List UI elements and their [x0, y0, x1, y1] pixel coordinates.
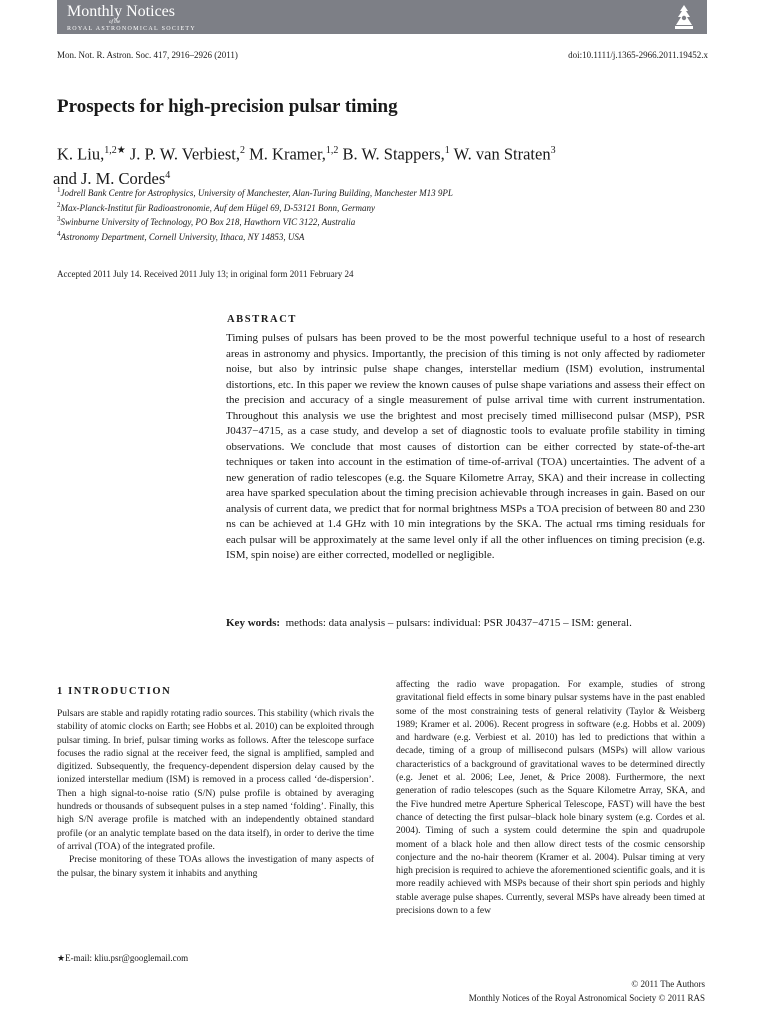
affiliation-number: 4 — [57, 229, 61, 238]
affiliation-number: 1 — [57, 186, 61, 194]
paragraph: Pulsars are stable and rapidly rotating radio sources. This stability (which rivals the stability of atomic clocks on Earth; see Hobbs et al. 2010) can be exploited through pulsar timing. In brief, pulsar timing works as follows. After the telescope surface focuses the radio signal at the receiver feed, the signal is amplified, sampled and digitized. Subsequently, the frequency-dependent dispersion delay caused by the ionized interstellar medium (ISM) is removed in a process called ‘de-dispersion’. Then a high signal-to-noise ratio (S/N) pulse profile is obtained by averaging hundreds or thousands of subsequent pulses in a step named ‘folding’. Finally, this high S/N average profile is matched with an independently obtained standard profile (or an analytic template based on the data itself), in order to derive the time of arrival (TOA) of the integrated profile. — [57, 709, 374, 852]
ras-crest-icon — [671, 3, 697, 31]
body-column-left — [57, 708, 374, 881]
author-name: B. W. Stappers, — [338, 144, 445, 164]
affiliation-item — [57, 185, 453, 200]
keywords — [226, 616, 705, 631]
author-affiliation-marker: 2 — [240, 145, 245, 156]
affiliation-list — [57, 185, 453, 243]
affiliation-item — [57, 200, 453, 215]
author-name: W. van Straten — [449, 144, 551, 164]
abstract-text: Timing pulses of pulsars has been proved to be the most powerful technique useful to a host of research areas in astronomy and physics. Importantly, the precision of this timing is not only affected by radiometer noise, but also by intrinsic pulse shape changes, interstellar medium (ISM) evolution, instrumental distortions, etc. In this paper we review the known causes of pulse shape variations and assess their effect on the precision and accuracy of a single measurement of pulse arrival time with current instrumentation. Throughout this analysis we use the brightest and most precisely timed millisecond pulsar (MSP), PSR J0437−4715, as a case study, and develop a set of diagnostic tools to evaluate profile stability in timing observations. We conclude that most causes of distortion can be either corrected by state-of-the-art techniques or taken into account in the estimation of time-of-arrival (TOA) uncertainties. The advent of a new generation of radio telescopes (e.g. the Square Kilometre Array, SKA) and their increase in collecting area have sparked speculation about the timing precision achievable through increases in gain. Based on our analysis of current data, we predict that for normal brightness MSPs a TOA precision of between 80 and 230 ns can be achieved at 1.4 GHz with 10 min integrations by the SKA. The actual rms timing residuals for each pulsar will be approximately at the same level only if all the other influences on timing precision (e.g. ISM, spin noise) are either corrected, modelled or negligible. — [226, 332, 705, 561]
keywords-label: Key words: — [226, 617, 281, 629]
email-footnote: ★E-mail: kliu.psr@googlemail.com — [57, 953, 189, 963]
author-name: K. Liu, — [57, 144, 105, 164]
affiliation-item — [57, 229, 453, 244]
author-affiliation-marker: 3 — [550, 145, 556, 156]
paper-title: Prospects for high-precision pulsar timing — [57, 96, 398, 117]
copyright-authors: © 2011 The Authors — [631, 979, 705, 989]
section-heading: 1 INTRODUCTION — [57, 686, 172, 697]
author-list — [53, 140, 677, 189]
journal-society: ROYAL ASTRONOMICAL SOCIETY — [67, 26, 197, 32]
keywords-text: methods: data analysis – pulsars: individual: PSR J0437−4715 – ISM: general. — [285, 617, 632, 629]
citation-line: Mon. Not. R. Astron. Soc. 417, 2916–2926 (2011) — [57, 50, 238, 60]
journal-name-of: of the — [109, 20, 121, 25]
author-affiliation-marker: 4 — [165, 169, 171, 181]
abstract-heading: ABSTRACT — [227, 314, 297, 325]
author-name: J. P. W. Verbiest, — [125, 144, 240, 164]
affiliation-number: 3 — [57, 215, 61, 223]
paragraph: affecting the radio wave propagation. For example, studies of strong gravitational field effects in some binary pulsar systems have in the past enabled some of the most constraining tests of general relativity (Taylor & Weisberg 1989; Kramer et al. 2006). Recent progress in software (e.g. Hobbs et al. 2009) and hardware (e.g. Verbiest et al. 2010) has led to predictions that within a decade, timing of a group of millisecond pulsars (MSPs) will allow various characteristics of a background of gravitational waves to be determined directly (e.g. Jenet et al. 2006; Lee, Jenet, & Price 2008). Furthermore, the next generation of radio telescopes (such as the Square Kilometre Array, SKA, and the Five hundred metre Aperture Spherical Telescope, FAST) will have the best chance of detecting the first pulsar–black hole binary system (e.g. Cordes et al. 2004). Timing of such a system could determine the spin and quadrupole moment of a black hole and then allow direct tests of the cosmic censorship conjecture and the no-hair theorem (Kramer et al. 2004). Pulsar timing at very high precision is required to achieve the aforementioned scientific goals, and it is more readily achieved with MSPs because of their short spin periods and highly stable average pulse shapes. Currently, several MSPs have already been timed at precisions down to a few — [396, 680, 705, 917]
affiliation-text: Swinburne University of Technology, PO Box 218, Hawthorn VIC 3122, Australia — [60, 217, 356, 227]
author-affiliation-marker: 1,2 — [325, 145, 339, 156]
affiliation-text: Astronomy Department, Cornell University, Ithaca, NY 14853, USA — [60, 231, 305, 242]
author-name: M. Kramer, — [245, 144, 326, 164]
journal-name: Monthly Notices — [67, 3, 175, 20]
affiliation-text: Max-Planck-Institut für Radioastronomie, Auf dem Hügel 69, D-53121 Bonn, Germany — [60, 202, 375, 213]
copyright-journal: Monthly Notices of the Royal Astronomical Society © 2011 RAS — [468, 993, 705, 1003]
author-affiliation-marker: 1,2★ — [104, 145, 126, 156]
accepted-dates: Accepted 2011 July 14. Received 2011 July 13; in original form 2011 February 24 — [57, 269, 354, 279]
affiliation-item — [57, 214, 453, 229]
doi-line: doi:10.1111/j.1365-2966.2011.19452.x — [568, 50, 708, 60]
affiliation-text: Jodrell Bank Centre for Astrophysics, University of Manchester, Alan-Turing Building, Manchester M13 9PL — [60, 188, 453, 198]
body-column-right — [396, 679, 705, 918]
paragraph: Precise monitoring of these TOAs allows the investigation of many aspects of the pulsar, the binary system it inhabits and anything — [57, 855, 374, 879]
author-name: and J. M. Cordes — [53, 169, 166, 188]
affiliation-number: 2 — [57, 200, 61, 209]
journal-banner — [57, 0, 707, 34]
author-affiliation-marker: 1 — [444, 145, 450, 156]
